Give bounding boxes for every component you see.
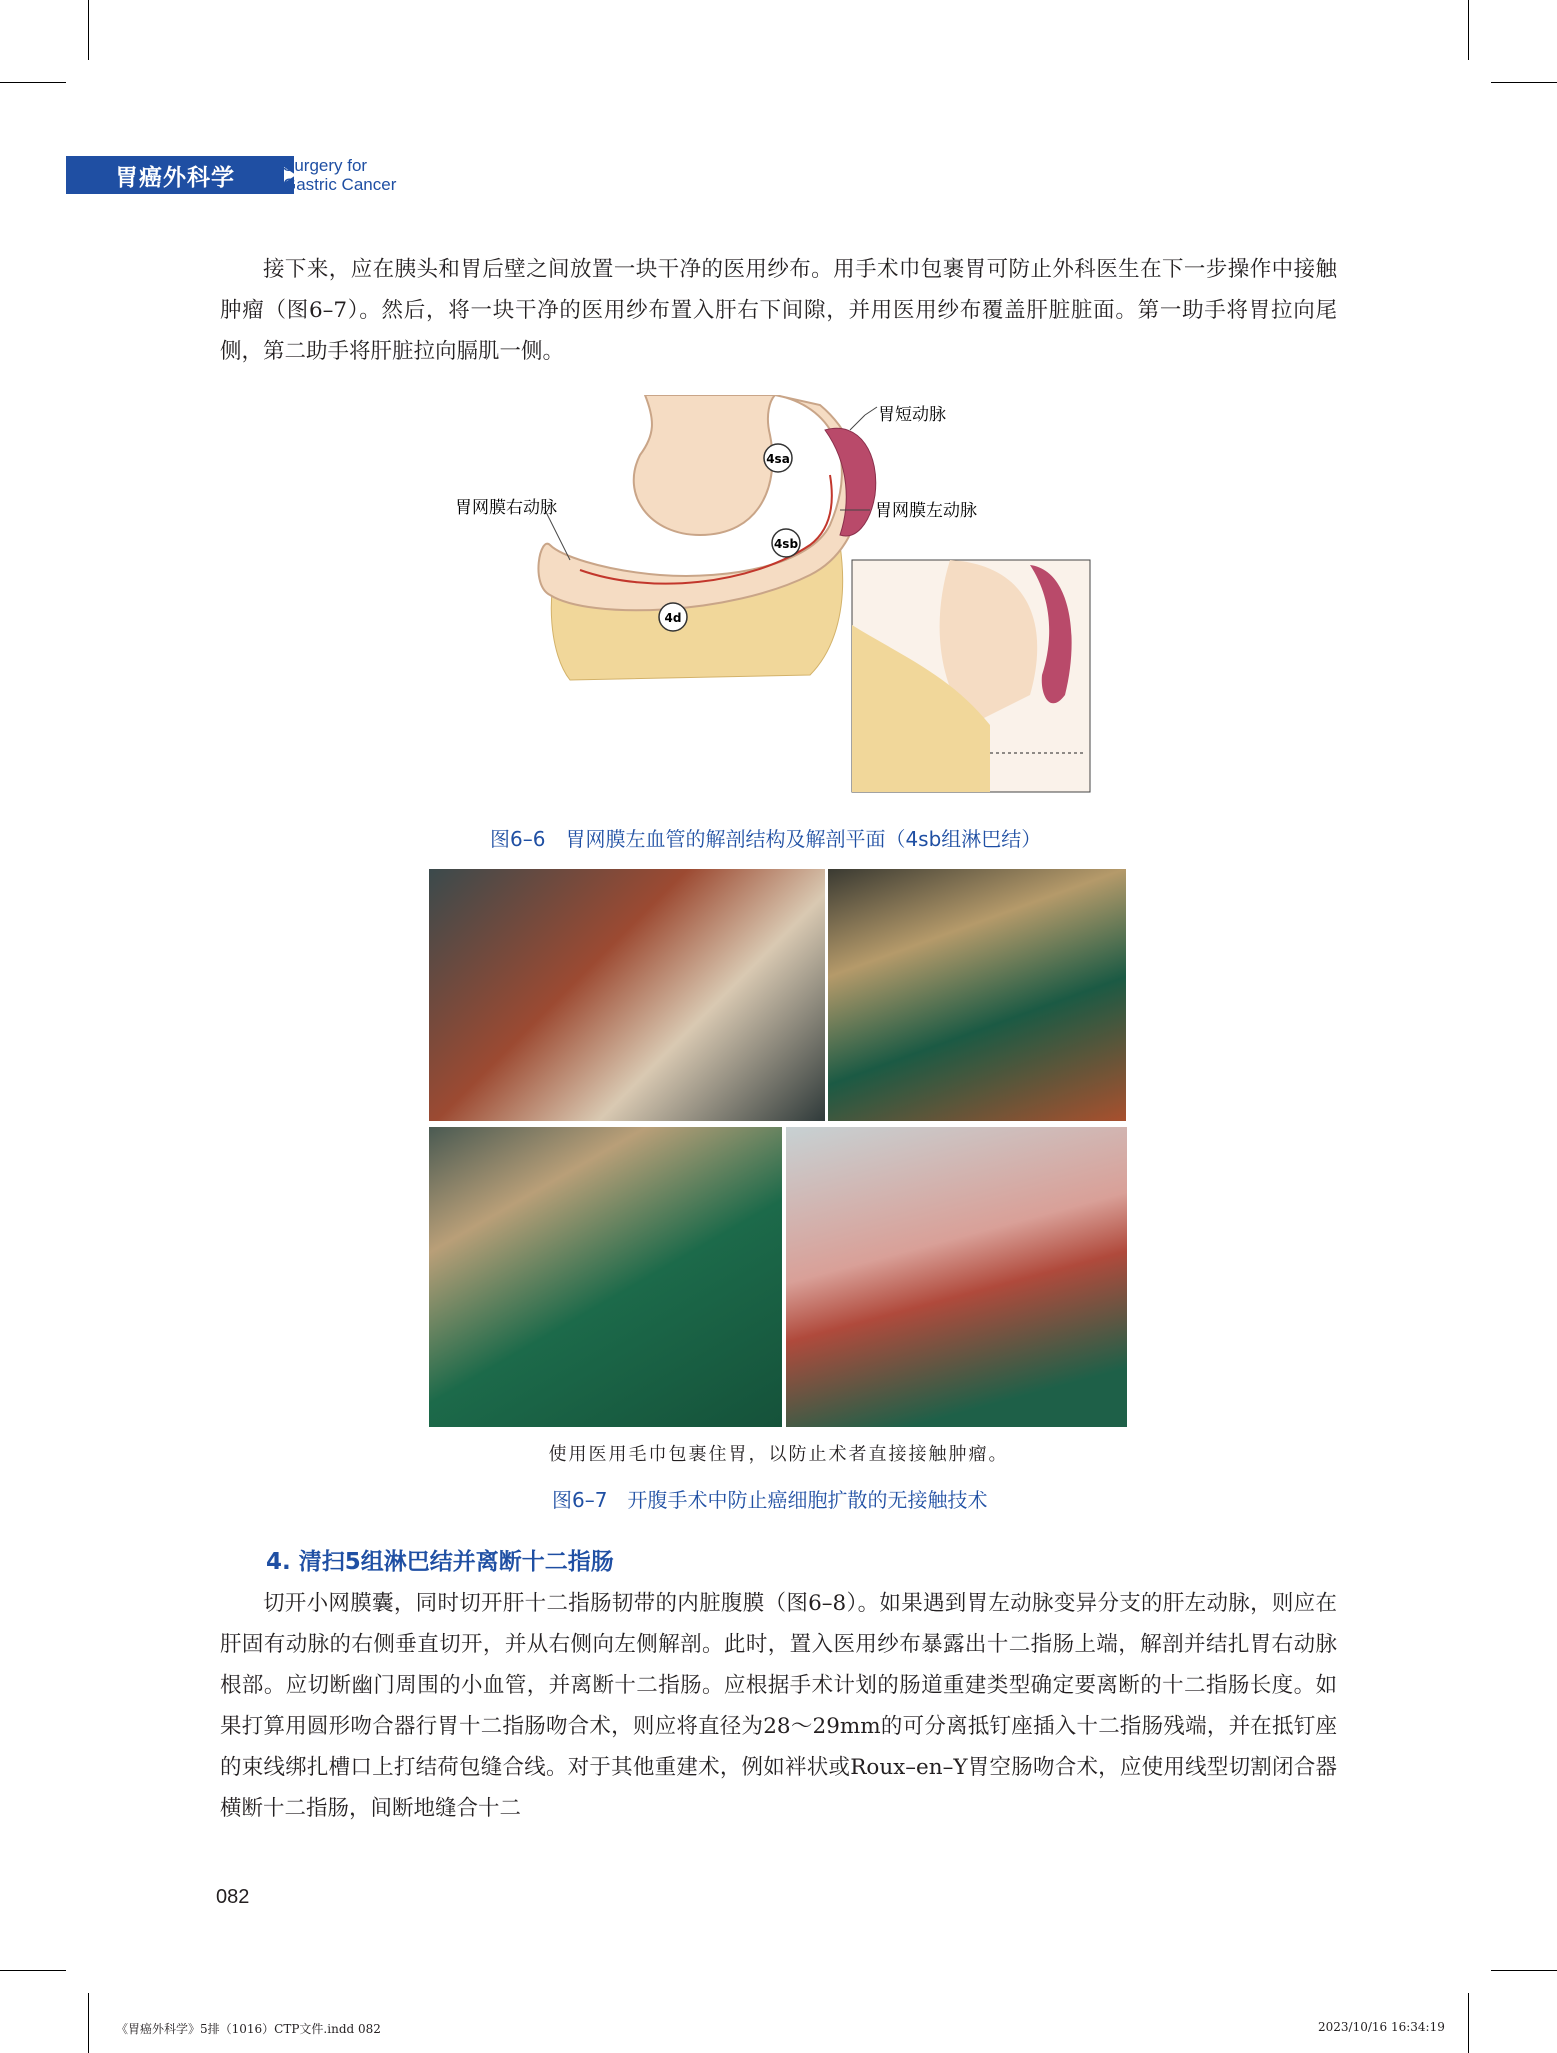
node-label-4sa: 4sa <box>766 452 790 466</box>
header-subtitle: Surgery for Gastric Cancer <box>283 156 397 194</box>
label-short-gastric-artery: 胃短动脉 <box>878 405 946 425</box>
label-right-gastroepiploic-artery: 胃网膜右动脉 <box>455 498 557 518</box>
crop-mark <box>1491 1970 1557 1971</box>
figure-6-6-diagram <box>430 395 1130 805</box>
crop-mark <box>1468 1993 1469 2053</box>
surgical-photo <box>786 1127 1127 1427</box>
section-heading: 4. 清扫5组淋巴结并离断十二指肠 <box>266 1549 614 1575</box>
crop-mark <box>0 82 66 83</box>
print-timestamp: 2023/10/16 16:34:19 <box>1318 2020 1445 2034</box>
label-left-gastroepiploic-artery: 胃网膜左动脉 <box>875 501 977 521</box>
surgical-photo <box>429 869 825 1121</box>
body-paragraph: 接下来，应在胰头和胃后壁之间放置一块干净的医用纱布。用手术巾包裹胃可防止外科医生在下一步操作中接触肿瘤（图6–7）。然后，将一块干净的医用纱布置入肝右下间隙，并用医用纱布覆盖肝脏脏面。第一助手将胃拉向尾侧，第二助手将肝脏拉向膈肌一侧。 <box>220 257 1337 364</box>
header-title: 胃癌外科学 <box>115 164 235 191</box>
node-label-4sb: 4sb <box>773 537 799 551</box>
figure-caption: 图6–6 胃网膜左血管的解剖结构及解剖平面（4sb组淋巴结） <box>490 827 1042 851</box>
page-number: 082 <box>216 1886 250 1908</box>
crop-mark <box>88 1993 89 2053</box>
node-label-4d: 4d <box>664 611 682 625</box>
surgical-photo <box>429 1127 782 1427</box>
crop-mark <box>0 1970 66 1971</box>
crop-mark <box>1468 0 1469 60</box>
stomach <box>634 395 775 535</box>
crop-mark <box>1491 82 1557 83</box>
print-slug: 《胃癌外科学》5排（1016）CTP文件.indd 082 <box>116 2022 381 2036</box>
crop-mark <box>88 0 89 60</box>
surgical-photo <box>828 869 1126 1121</box>
running-header <box>66 156 294 194</box>
figure-caption: 图6–7 开腹手术中防止癌细胞扩散的无接触技术 <box>552 1488 988 1512</box>
figure-note: 使用医用毛巾包裹住胃，以防止术者直接接触肿瘤。 <box>548 1444 1009 1465</box>
body-paragraph: 切开小网膜囊，同时切开肝十二指肠韧带的内脏腹膜（图6–8）。如果遇到胃左动脉变异分支的肝左动脉，则应在肝固有动脉的右侧垂直切开，并从右侧向左侧解剖。此时，置入医用纱布暴露出十二指肠上端，解剖并结扎胃右动脉根部。应切断幽门周围的小血管，并离断十二指肠。应根据手术计划的肠道重建类型确定要离断的十二指肠长度。如果打算用圆形吻合器行胃十二指肠吻合术，则应将直径为28～29mm的可分离抵钉座插入十二指肠残端，并在抵钉座的束线绑扎槽口上打结荷包缝合线。对于其他重建术，例如袢状或Roux–en–Y胃空肠吻合术，应使用线型切割闭合器横断十二指肠，间断地缝合十二 <box>220 1591 1337 1821</box>
